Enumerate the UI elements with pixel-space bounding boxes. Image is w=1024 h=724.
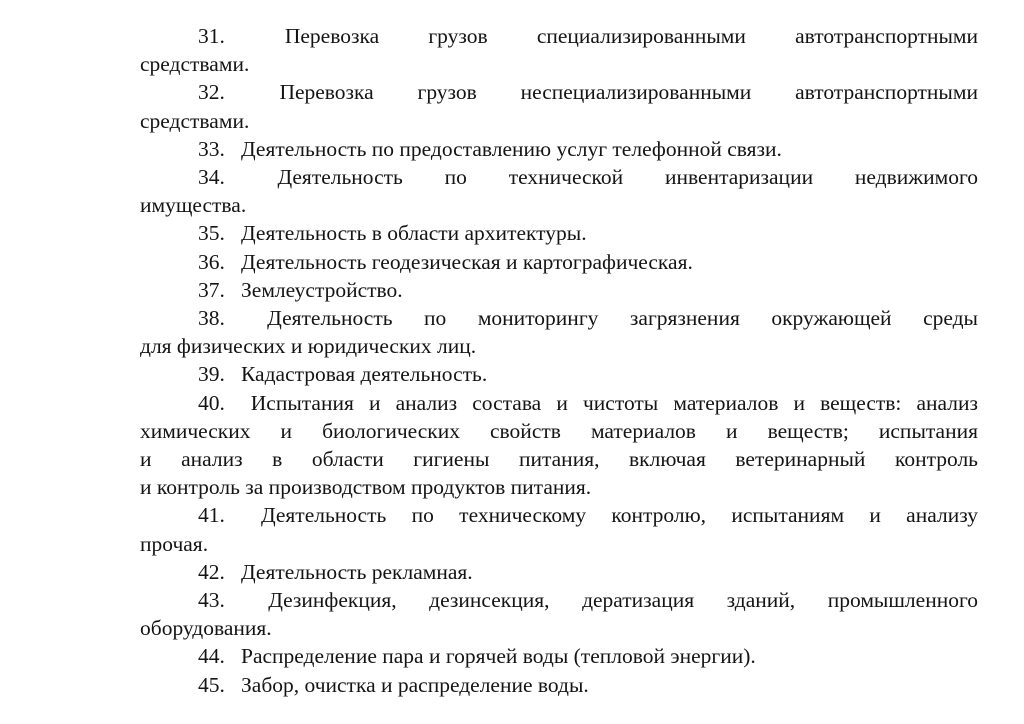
list-item-text: Распределение пара и горячей воды (тепловой энергии). bbox=[241, 644, 756, 669]
list-item-first-line bbox=[140, 22, 978, 50]
list-item-number: 31. bbox=[198, 24, 225, 48]
list-item-number: 41. bbox=[198, 503, 225, 528]
list-item-continuation-line bbox=[140, 417, 978, 445]
list-item-continuation-line bbox=[140, 445, 978, 473]
list-item-first-line bbox=[140, 163, 978, 191]
list-item-number: 33. bbox=[198, 136, 225, 161]
list-item bbox=[140, 248, 978, 276]
list-item bbox=[140, 558, 978, 586]
list-item-text: Перевозка грузов специализированными автотранспортными bbox=[284, 24, 979, 48]
list-item-continuation-line bbox=[140, 530, 978, 558]
list-item bbox=[140, 389, 978, 502]
list-item-first-line bbox=[140, 642, 978, 670]
list-item bbox=[140, 135, 978, 163]
list-item-continuation-line bbox=[140, 614, 978, 642]
list-item-text: Забор, очистка и распределение воды. bbox=[241, 672, 589, 697]
list-item-number: 32. bbox=[198, 80, 225, 105]
list-item-continuation-line bbox=[140, 332, 978, 360]
list-item-text: и контроль за производством продуктов питания. bbox=[140, 475, 592, 500]
list-item-first-line bbox=[140, 360, 978, 388]
list-item-number: 35. bbox=[198, 221, 225, 246]
list-item bbox=[140, 219, 978, 247]
list-item-number: 37. bbox=[198, 277, 225, 302]
list-item-text: Перевозка грузов неспециализированными автотранспортными bbox=[279, 80, 978, 105]
list-item-first-line bbox=[140, 586, 978, 614]
list-item-text: средствами. bbox=[140, 108, 250, 133]
list-item-text: Деятельность в области архитектуры. bbox=[241, 221, 587, 246]
list-item bbox=[140, 304, 978, 360]
list-item bbox=[140, 671, 978, 699]
list-item-first-line bbox=[140, 501, 978, 529]
list-item-first-line bbox=[140, 389, 978, 417]
list-item bbox=[140, 501, 978, 557]
list-item-text: Деятельность геодезическая и картографическая. bbox=[241, 249, 693, 274]
list-item-first-line bbox=[140, 248, 978, 276]
list-item bbox=[140, 276, 978, 304]
list-item-text: Кадастровая деятельность. bbox=[241, 362, 488, 387]
list-item-continuation-line bbox=[140, 107, 978, 135]
list-item-number: 34. bbox=[198, 165, 225, 190]
list-item-text: оборудования. bbox=[140, 616, 272, 641]
list-item-text: средствами. bbox=[140, 52, 250, 77]
list-item-number: 44. bbox=[198, 644, 225, 669]
list-item-text: и анализ в области гигиены питания, включая ветеринарный контроль bbox=[140, 447, 978, 472]
list-item-text: Землеустройство. bbox=[241, 277, 403, 302]
list-item bbox=[140, 78, 978, 134]
list-item-number: 36. bbox=[198, 249, 225, 274]
list-item-text: Испытания и анализ состава и чистоты материалов и веществ: анализ bbox=[250, 390, 979, 415]
list-item-text: Деятельность по техническому контролю, испытаниям и анализу bbox=[260, 503, 978, 528]
list-item-text: Деятельность по мониторингу загрязнения окружающей среды bbox=[267, 306, 979, 331]
list-item-number: 43. bbox=[198, 588, 225, 613]
list-item bbox=[140, 22, 978, 78]
list-item-number: 45. bbox=[198, 672, 225, 697]
list-item-first-line bbox=[140, 276, 978, 304]
list-item-number: 42. bbox=[198, 559, 225, 584]
list-item-first-line bbox=[140, 219, 978, 247]
list-item bbox=[140, 163, 978, 219]
list-item-first-line bbox=[140, 78, 978, 106]
list-item-text: химических и биологических свойств материалов и веществ; испытания bbox=[140, 418, 978, 443]
list-item-continuation-line bbox=[140, 50, 978, 78]
list-item bbox=[140, 642, 978, 670]
list-item-text: Деятельность по технической инвентаризации недвижимого bbox=[277, 165, 979, 190]
list-item-continuation-line bbox=[140, 191, 978, 219]
list-item-text: Деятельность рекламная. bbox=[241, 559, 473, 584]
list-item-number: 40. bbox=[198, 390, 225, 415]
list-item-text: Дезинфекция, дезинсекция, дератизация зданий, промышленного bbox=[268, 588, 978, 613]
list-item-text: имущества. bbox=[140, 193, 247, 218]
list-item bbox=[140, 586, 978, 642]
list-item-first-line bbox=[140, 558, 978, 586]
list-item-number: 39. bbox=[198, 362, 225, 387]
list-item-first-line bbox=[140, 304, 978, 332]
list-item-text: Деятельность по предоставлению услуг телефонной связи. bbox=[241, 136, 782, 161]
document-page bbox=[140, 22, 978, 699]
list-item-first-line bbox=[140, 135, 978, 163]
list-item-number: 38. bbox=[198, 306, 225, 331]
list-item bbox=[140, 360, 978, 388]
list-item-first-line bbox=[140, 671, 978, 699]
list-item-text: прочая. bbox=[140, 531, 209, 556]
list-item-text: для физических и юридических лиц. bbox=[140, 334, 477, 359]
list-item-continuation-line bbox=[140, 473, 978, 501]
